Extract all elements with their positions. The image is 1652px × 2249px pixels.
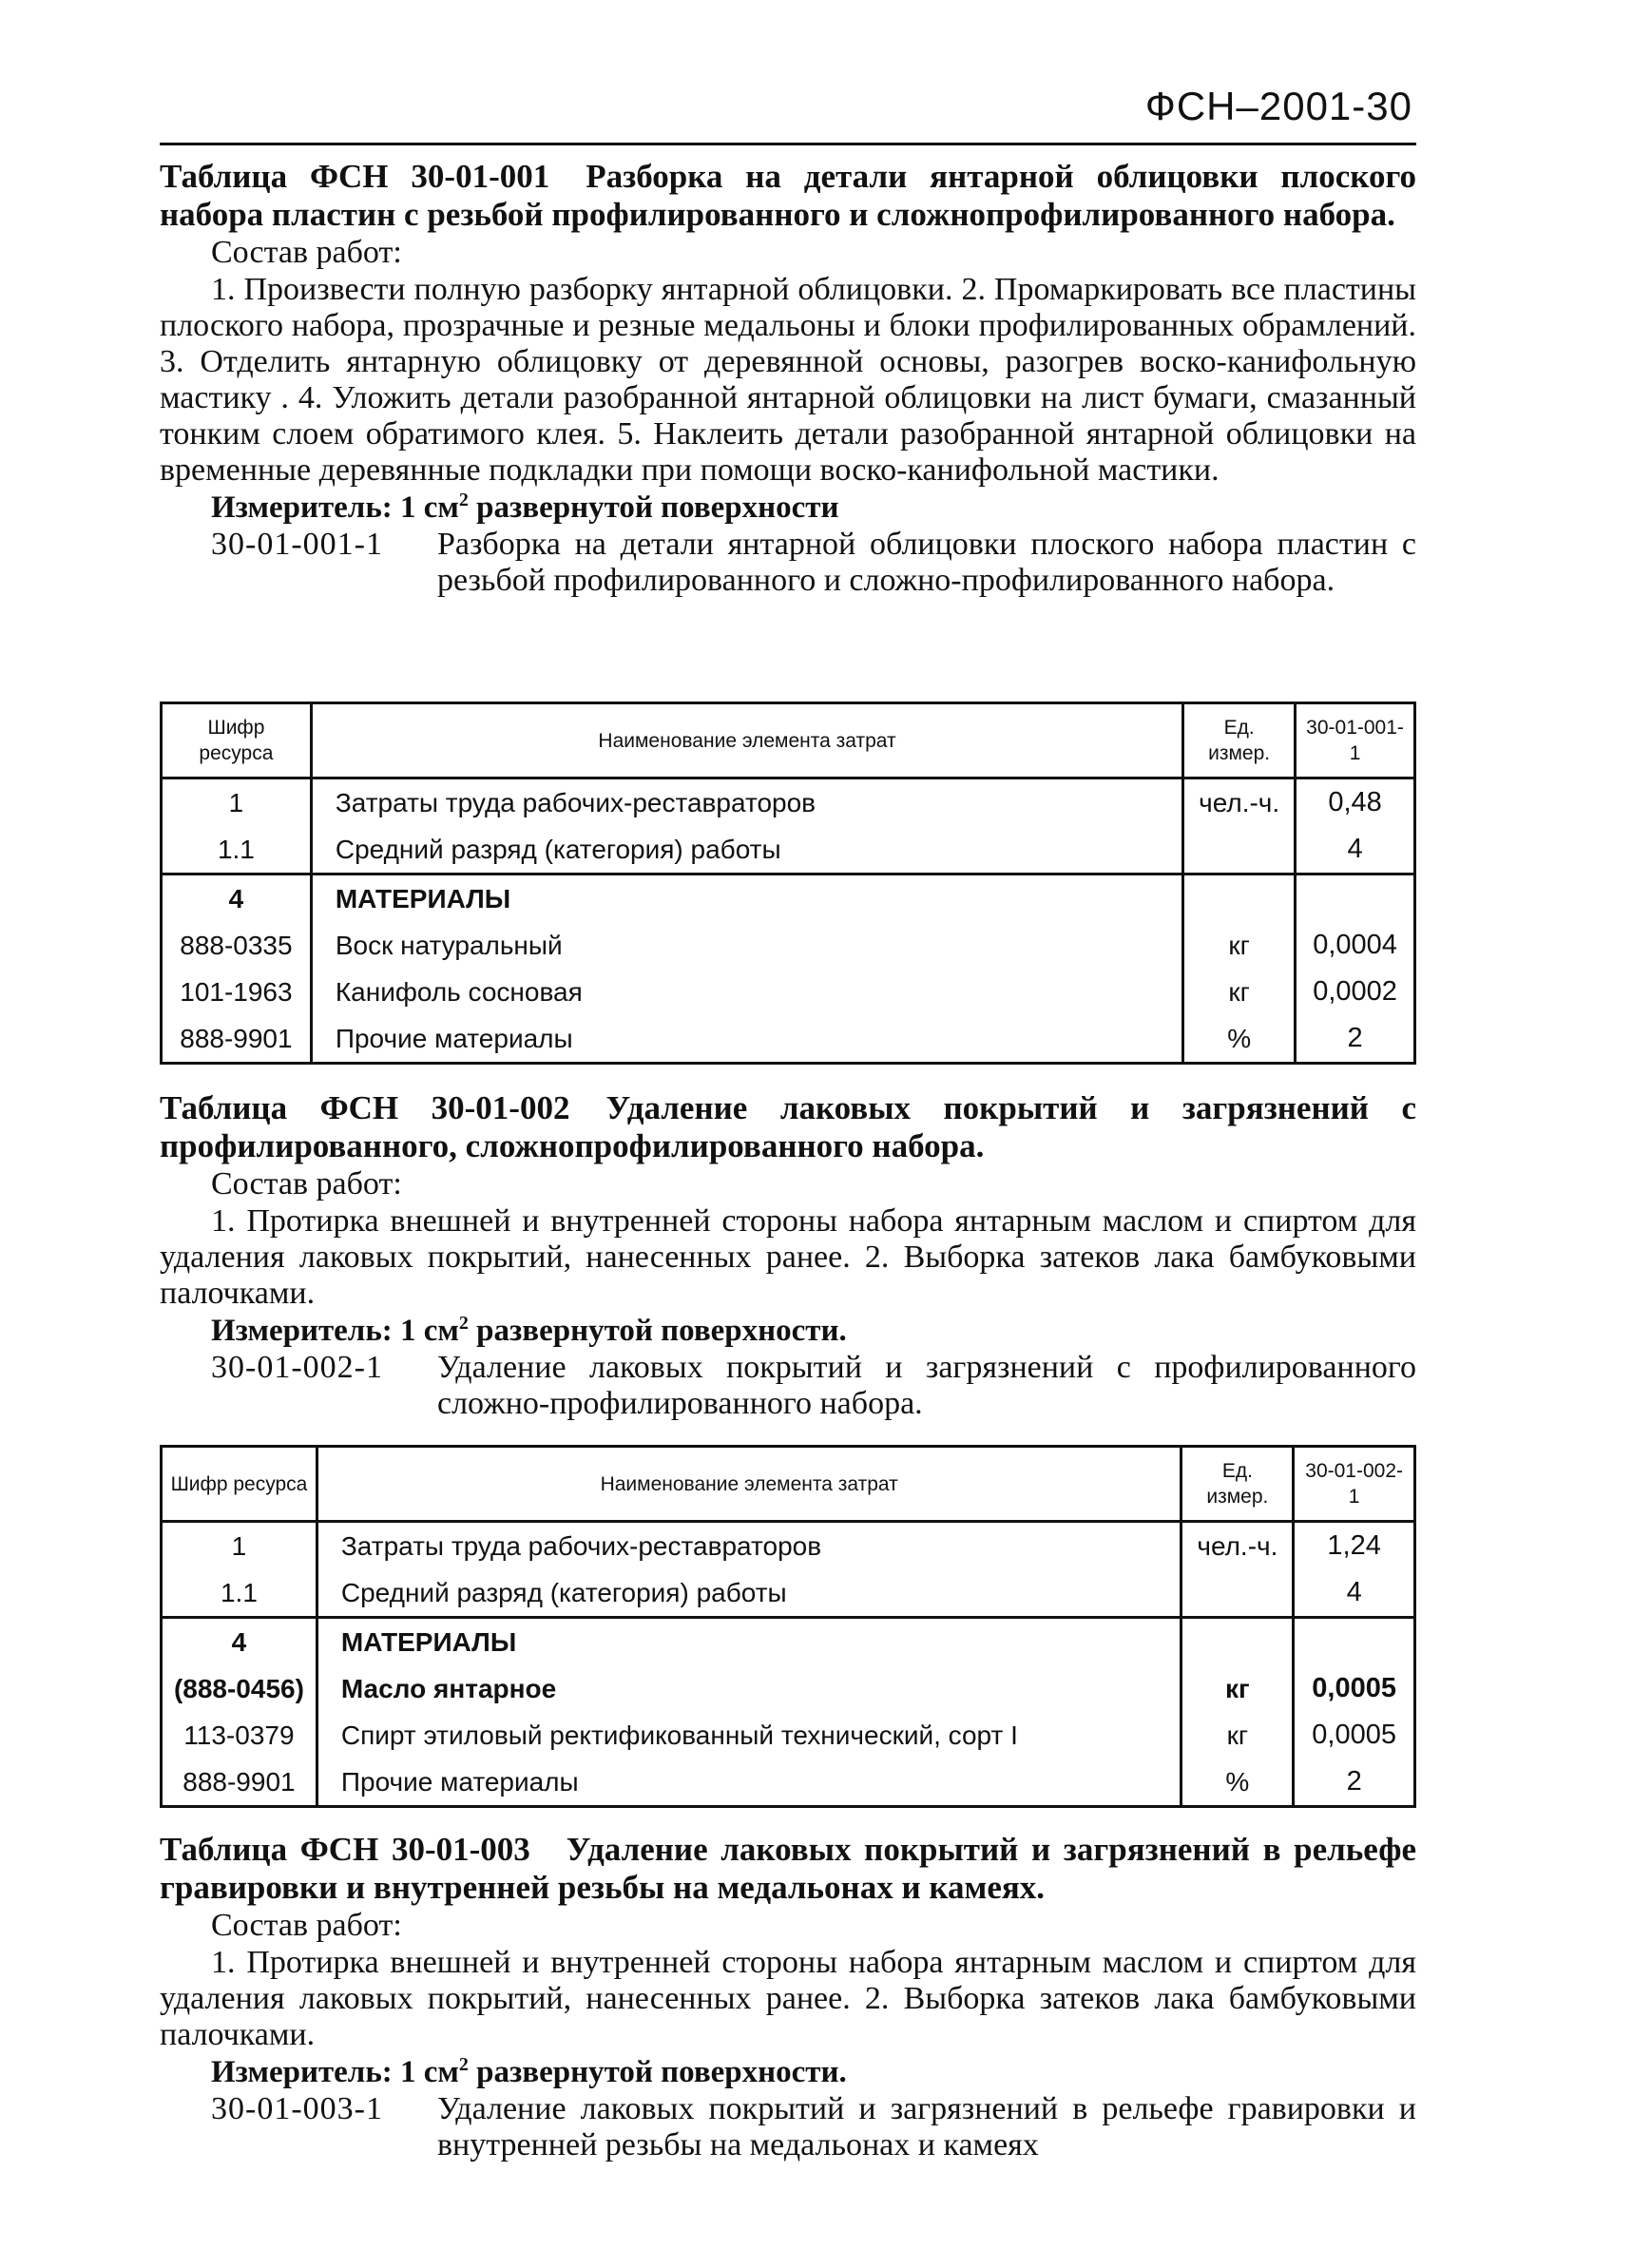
cell-value bbox=[1294, 1618, 1415, 1666]
cell-value: 4 bbox=[1296, 826, 1415, 875]
cell-code: 1.1 bbox=[162, 826, 312, 875]
cell-name: Воск натуральный bbox=[311, 922, 1182, 969]
table-title bbox=[160, 158, 1416, 234]
cell-name: Затраты труда рабочих-реставраторов bbox=[317, 1522, 1181, 1570]
norm-text: Удаление лаковых покрытий и загрязнений в рельефе гравировки и внутренней резьбы на медальонах и камеях bbox=[437, 2091, 1416, 2162]
table-row bbox=[162, 1569, 1415, 1618]
composition-text: 1. Протирка внешней и внутренней стороны набора янтарным маслом и спиртом для удаления лаковых покрытий, нанесенных ранее. 2. Выборка затеков лака бамбуковыми палочками. bbox=[160, 1203, 1416, 1311]
table-row bbox=[162, 875, 1415, 923]
cell-value: 0,0002 bbox=[1296, 969, 1415, 1015]
cell-value: 0,48 bbox=[1296, 778, 1415, 827]
table-row bbox=[162, 1712, 1415, 1759]
resource-table-30-01-001 bbox=[160, 702, 1416, 1065]
composition-text: 1. Произвести полную разборку янтарной облицовки. 2. Промаркировать все пластины плоского набора, прозрачные и резные медальоны и блоки профилированных обрамлений. 3. Отделить янтарную облицовку от деревянной основы, разогрев воско-канифольную мастику . 4. Уложить детали разобранной янтарной облицовки на лист бумаги, смазанный тонким слоем обратимого клея. 5. Наклеить детали разобранной янтарной облицовки на временные деревянные подкладки при помощи воско-канифольной мастики. bbox=[160, 272, 1416, 488]
col-header-norm: 30-01-001-1 bbox=[1296, 703, 1415, 778]
col-header-unit: Ед. измер. bbox=[1183, 703, 1296, 778]
col-header-code: Шифр ресурса bbox=[162, 1447, 317, 1522]
table-row bbox=[162, 969, 1415, 1015]
table-row bbox=[162, 922, 1415, 969]
cell-unit: кг bbox=[1183, 922, 1296, 969]
cell-unit bbox=[1181, 1618, 1294, 1666]
table-title-text: Разборка на детали янтарной облицовки плоского набора пластин с резьбой профилированного и сложнопрофилированного набора. bbox=[160, 158, 1416, 233]
cell-code: 1 bbox=[162, 778, 312, 827]
cell-code: 4 bbox=[162, 875, 312, 923]
composition-label: Состав работ: bbox=[211, 235, 402, 270]
cell-name: Спирт этиловый ректификованный технический, сорт I bbox=[317, 1712, 1181, 1759]
cell-code: 888-9901 bbox=[162, 1015, 312, 1064]
table-title-text: Удаление лаковых покрытий и загрязнений в рельефе гравировки и внутренней резьбы на медальонах и камеях. bbox=[160, 1831, 1416, 1906]
norm-text: Разборка на детали янтарной облицовки плоского набора пластин с резьбой профилированного и сложно-профилированного набора. bbox=[437, 527, 1416, 598]
composition-text: 1. Протирка внешней и внутренней стороны набора янтарным маслом и спиртом для удаления лаковых покрытий, нанесенных ранее. 2. Выборка затеков лака бамбуковыми палочками. bbox=[160, 1945, 1416, 2052]
table-row bbox=[162, 1618, 1415, 1666]
cell-unit: чел.-ч. bbox=[1181, 1522, 1294, 1570]
cell-value: 1,24 bbox=[1294, 1522, 1415, 1570]
table-row bbox=[162, 1522, 1415, 1570]
col-header-unit: Ед. измер. bbox=[1181, 1447, 1294, 1522]
section-30-01-003 bbox=[160, 1831, 1416, 2163]
cell-value: 2 bbox=[1296, 1015, 1415, 1064]
norm-line bbox=[211, 1350, 1416, 1422]
table-code: Таблица ФСН 30-01-003 bbox=[160, 1831, 530, 1868]
table-row bbox=[162, 826, 1415, 875]
cell-unit bbox=[1183, 826, 1296, 875]
table-row bbox=[162, 1759, 1415, 1807]
norm-text: Удаление лаковых покрытий и загрязнений с профилированного сложно-профилированного набора. bbox=[437, 1350, 1416, 1421]
cell-code: 888-9901 bbox=[162, 1759, 317, 1807]
table-code: Таблица ФСН 30-01-001 bbox=[160, 158, 550, 195]
col-header-name: Наименование элемента затрат bbox=[317, 1447, 1181, 1522]
cell-code: 113-0379 bbox=[162, 1712, 317, 1759]
cell-name: МАТЕРИАЛЫ bbox=[317, 1618, 1181, 1666]
table-row bbox=[162, 1665, 1415, 1712]
cell-name: МАТЕРИАЛЫ bbox=[311, 875, 1182, 923]
table-title-text: Удаление лаковых покрытий и загрязнений с профилированного, сложнопрофилированного набора. bbox=[160, 1089, 1416, 1164]
cell-name: Затраты труда рабочих-реставраторов bbox=[311, 778, 1182, 827]
cell-value bbox=[1296, 875, 1415, 923]
cell-unit: чел.-ч. bbox=[1183, 778, 1296, 827]
cell-value: 4 bbox=[1294, 1569, 1415, 1618]
cell-unit: кг bbox=[1181, 1665, 1294, 1712]
cell-unit: кг bbox=[1183, 969, 1296, 1015]
col-header-code: Шифр ресурса bbox=[162, 703, 312, 778]
running-header: ФСН–2001-30 bbox=[1144, 84, 1412, 128]
cell-code: 888-0335 bbox=[162, 922, 312, 969]
table-header-row bbox=[162, 703, 1415, 778]
cell-unit: % bbox=[1181, 1759, 1294, 1807]
table-title bbox=[160, 1089, 1416, 1165]
cell-code: 1.1 bbox=[162, 1569, 317, 1618]
section-30-01-001 bbox=[160, 158, 1416, 599]
cell-unit bbox=[1183, 875, 1296, 923]
section-30-01-002 bbox=[160, 1089, 1416, 1422]
cell-value: 2 bbox=[1294, 1759, 1415, 1807]
cell-value: 0,0004 bbox=[1296, 922, 1415, 969]
norm-code: 30-01-002-1 bbox=[211, 1350, 383, 1385]
norm-line bbox=[211, 2091, 1416, 2163]
cell-unit bbox=[1181, 1569, 1294, 1618]
measure-unit: Измеритель: 1 $см^2$ развернутой поверхности bbox=[211, 490, 839, 525]
table-row bbox=[162, 1015, 1415, 1064]
cell-code: 4 bbox=[162, 1618, 317, 1666]
table-code: Таблица ФСН 30-01-002 bbox=[160, 1089, 570, 1126]
cell-unit: % bbox=[1183, 1015, 1296, 1064]
cell-name: Канифоль сосновая bbox=[311, 969, 1182, 1015]
col-header-name: Наименование элемента затрат bbox=[311, 703, 1182, 778]
composition-label: Состав работ: bbox=[211, 1166, 402, 1201]
table-header-row bbox=[162, 1447, 1415, 1522]
cell-name: Средний разряд (категория) работы bbox=[317, 1569, 1181, 1618]
cell-code: 1 bbox=[162, 1522, 317, 1570]
composition-label: Состав работ: bbox=[211, 1908, 402, 1943]
norm-line bbox=[211, 527, 1416, 599]
cell-code: (888-0456) bbox=[162, 1665, 317, 1712]
cell-code: 101-1963 bbox=[162, 969, 312, 1015]
norm-code: 30-01-001-1 bbox=[211, 527, 383, 562]
cell-name: Масло янтарное bbox=[317, 1665, 1181, 1712]
cell-name: Средний разряд (категория) работы bbox=[311, 826, 1182, 875]
cell-name: Прочие материалы bbox=[311, 1015, 1182, 1064]
cell-value: 0,0005 bbox=[1294, 1712, 1415, 1759]
resource-table-30-01-002 bbox=[160, 1445, 1416, 1808]
measure-unit: Измеритель: 1 $см^2$ развернутой поверхности. bbox=[211, 2054, 847, 2089]
cell-name: Прочие материалы bbox=[317, 1759, 1181, 1807]
cell-value: 0,0005 bbox=[1294, 1665, 1415, 1712]
col-header-norm: 30-01-002-1 bbox=[1294, 1447, 1415, 1522]
measure-unit: Измеритель: 1 $см^2$ развернутой поверхности. bbox=[211, 1313, 847, 1348]
table-row bbox=[162, 778, 1415, 827]
table-title bbox=[160, 1831, 1416, 1907]
header-rule bbox=[160, 143, 1416, 145]
cell-unit: кг bbox=[1181, 1712, 1294, 1759]
norm-code: 30-01-003-1 bbox=[211, 2091, 383, 2126]
